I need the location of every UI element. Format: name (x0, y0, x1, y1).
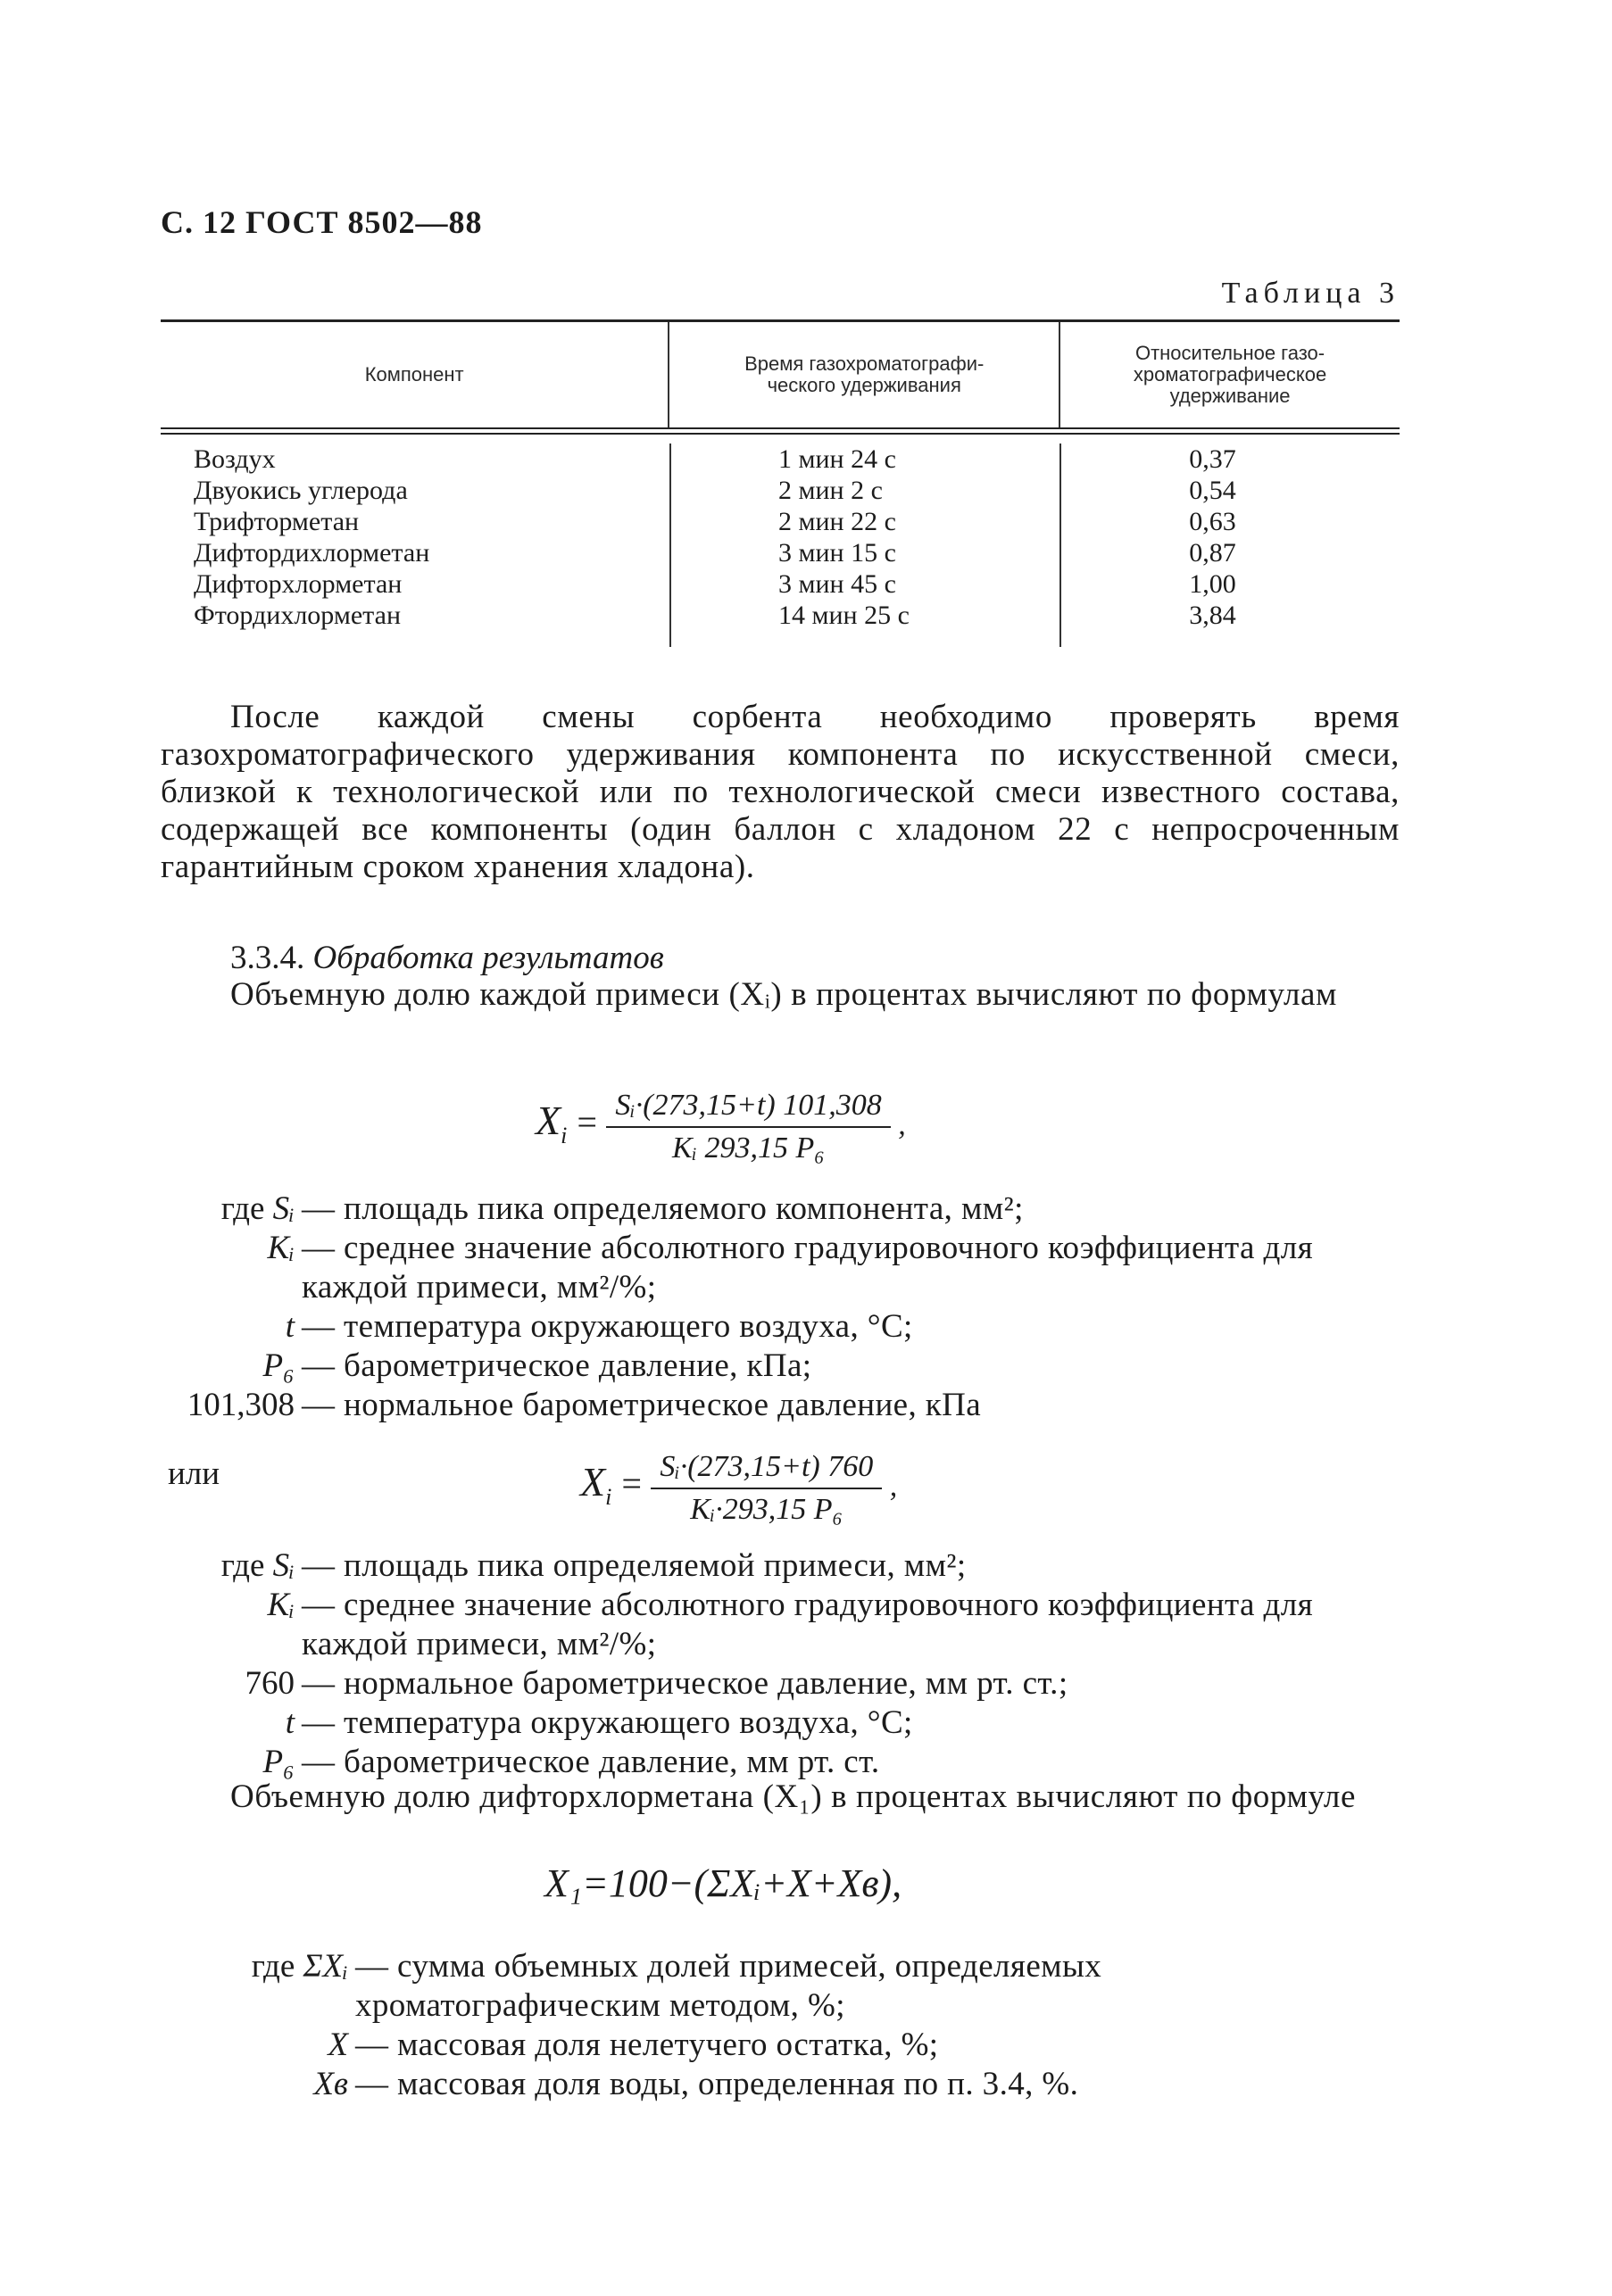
section-heading (230, 939, 664, 977)
table-cell: Воздух (194, 444, 276, 474)
formula-numerator: Sᵢ·(273,15+t) 760 (651, 1450, 882, 1489)
formula-lhs: $X_i$ (536, 1097, 568, 1148)
col-header-component: Компонент (364, 363, 464, 385)
table-cell: Фтордихлорметан (194, 601, 402, 630)
retention-table (161, 319, 1400, 647)
formula-numerator: Sᵢ·(273,15+t) 101,308 (606, 1089, 890, 1128)
section-title: Обработка результатов (312, 940, 664, 976)
definition-row: Kᵢ — среднее значение абсолютного градуировочного коэффициента для каждой примеси, мм²/%; (267, 1230, 1314, 1305)
definition-row: X — массовая доля нелетучего остатка, %; (328, 2027, 939, 2063)
table-cell: 0,37 (1189, 444, 1236, 474)
or-word: или (168, 1455, 220, 1492)
definition-row: P₆ — барометрическое давление, мм рт. ст. (262, 1744, 880, 1780)
formula-kpa: $X_i$ = $\frac{\text{Sᵢ·(273,15+t) 101,308}}{\text{Kᵢ 293,15 P₆}}$ , (536, 1089, 906, 1165)
table-header-row (161, 322, 1400, 427)
table-cell: 3,84 (1189, 601, 1236, 630)
definition-row: где Sᵢ — площадь пика определяемого компонента, мм²; (220, 1190, 1024, 1227)
table-cell: 14 мин 25 с (778, 601, 910, 630)
definition-row: t — температура окружающего воздуха, °С; (285, 1704, 913, 1741)
definition-row: где ΣXᵢ — сумма объемных долей примесей, определяемых хроматографическим методом, %; (251, 1948, 1102, 2024)
table-cell: 1 мин 24 с (778, 444, 896, 474)
definition-row: P₆ — барометрическое давление, кПа; (262, 1347, 812, 1384)
formula-mmhg: $X_i$ = $\frac{\text{Sᵢ·(273,15+t) 760}}{\text{Kᵢ·293,15 P₆}}$ , (580, 1450, 898, 1526)
col-time (669, 443, 1059, 647)
paragraph-formulas-intro: Объемную долю каждой примеси (Xᵢ) в процентах вычисляют по формулам (230, 976, 1338, 1013)
table-cell: 0,54 (1189, 476, 1236, 505)
definitions-kpa (125, 1189, 1410, 1425)
definition-row: t — температура окружающего воздуха, °С; (285, 1308, 913, 1345)
definition-row: 760 — нормальное барометрическое давление, мм рт. ст.; (245, 1665, 1068, 1702)
formula-x1: X₁=100−(ΣXᵢ+X+Xв), (544, 1861, 902, 1905)
definition-row: где Sᵢ — площадь пика определяемой примеси, мм²; (220, 1547, 967, 1584)
table-caption: Таблица 3 (1221, 277, 1400, 310)
table-cell: 3 мин 15 с (778, 538, 896, 568)
table-cell: 0,87 (1189, 538, 1236, 568)
formula-denominator: Kᵢ 293,15 P₆ (671, 1131, 826, 1165)
table-cell: Трифторметан (194, 507, 360, 536)
table-body (161, 435, 1400, 647)
page-header: С. 12 ГОСТ 8502—88 (161, 204, 483, 240)
col-component (161, 443, 669, 647)
definitions-x1 (125, 1947, 1410, 2104)
table-cell: 3 мин 45 с (778, 569, 896, 599)
table-cell: Дифтордихлорметан (194, 538, 430, 568)
paragraph-sorbent: После каждой смены сорбента необходимо проверять время газохроматографического удерживания компонента по искусственной смеси, близкой к технологической или по технологической смеси известного состава, содержащей все компоненты (один баллон с хладоном 22 с непросроченным гарантийным сроком хранения хладона). (161, 699, 1400, 885)
paragraph-difluoro: Объемную долю дифторхлорметана (X₁) в процентах вычисляют по формуле (230, 1778, 1357, 1815)
col-relative (1059, 443, 1400, 647)
table-cell: Дифторхлорметан (194, 569, 403, 599)
table-cell: 1,00 (1189, 569, 1236, 599)
definition-row: Kᵢ — среднее значение абсолютного градуировочного коэффициента для каждой примеси, мм²/%; (267, 1587, 1314, 1662)
definition-row: 101,308 — нормальное барометрическое давление, кПа (187, 1387, 982, 1423)
formula-lhs: $X_i$ (580, 1458, 612, 1510)
table-cell: Двуокись углерода (194, 476, 408, 505)
table-cell: 2 мин 2 с (778, 476, 883, 505)
formula-fraction (651, 1450, 882, 1527)
formula-fraction (606, 1089, 890, 1165)
section-number: 3.3.4. (230, 940, 305, 976)
definition-row: Xв — массовая доля воды, определенная по п. 3.4, %. (313, 2066, 1079, 2102)
formula-denominator: Kᵢ·293,15 P₆ (690, 1493, 843, 1526)
table-cell: 2 мин 22 с (778, 507, 896, 536)
col-header-time: Время газохроматографи- ческого удерживания (668, 322, 1059, 427)
table-cell: 0,63 (1189, 507, 1236, 536)
table-header-rule (161, 427, 1400, 435)
col-header-relative: Относительное газо- хроматографическое удерживание (1059, 322, 1400, 427)
definitions-mmhg (125, 1546, 1410, 1782)
